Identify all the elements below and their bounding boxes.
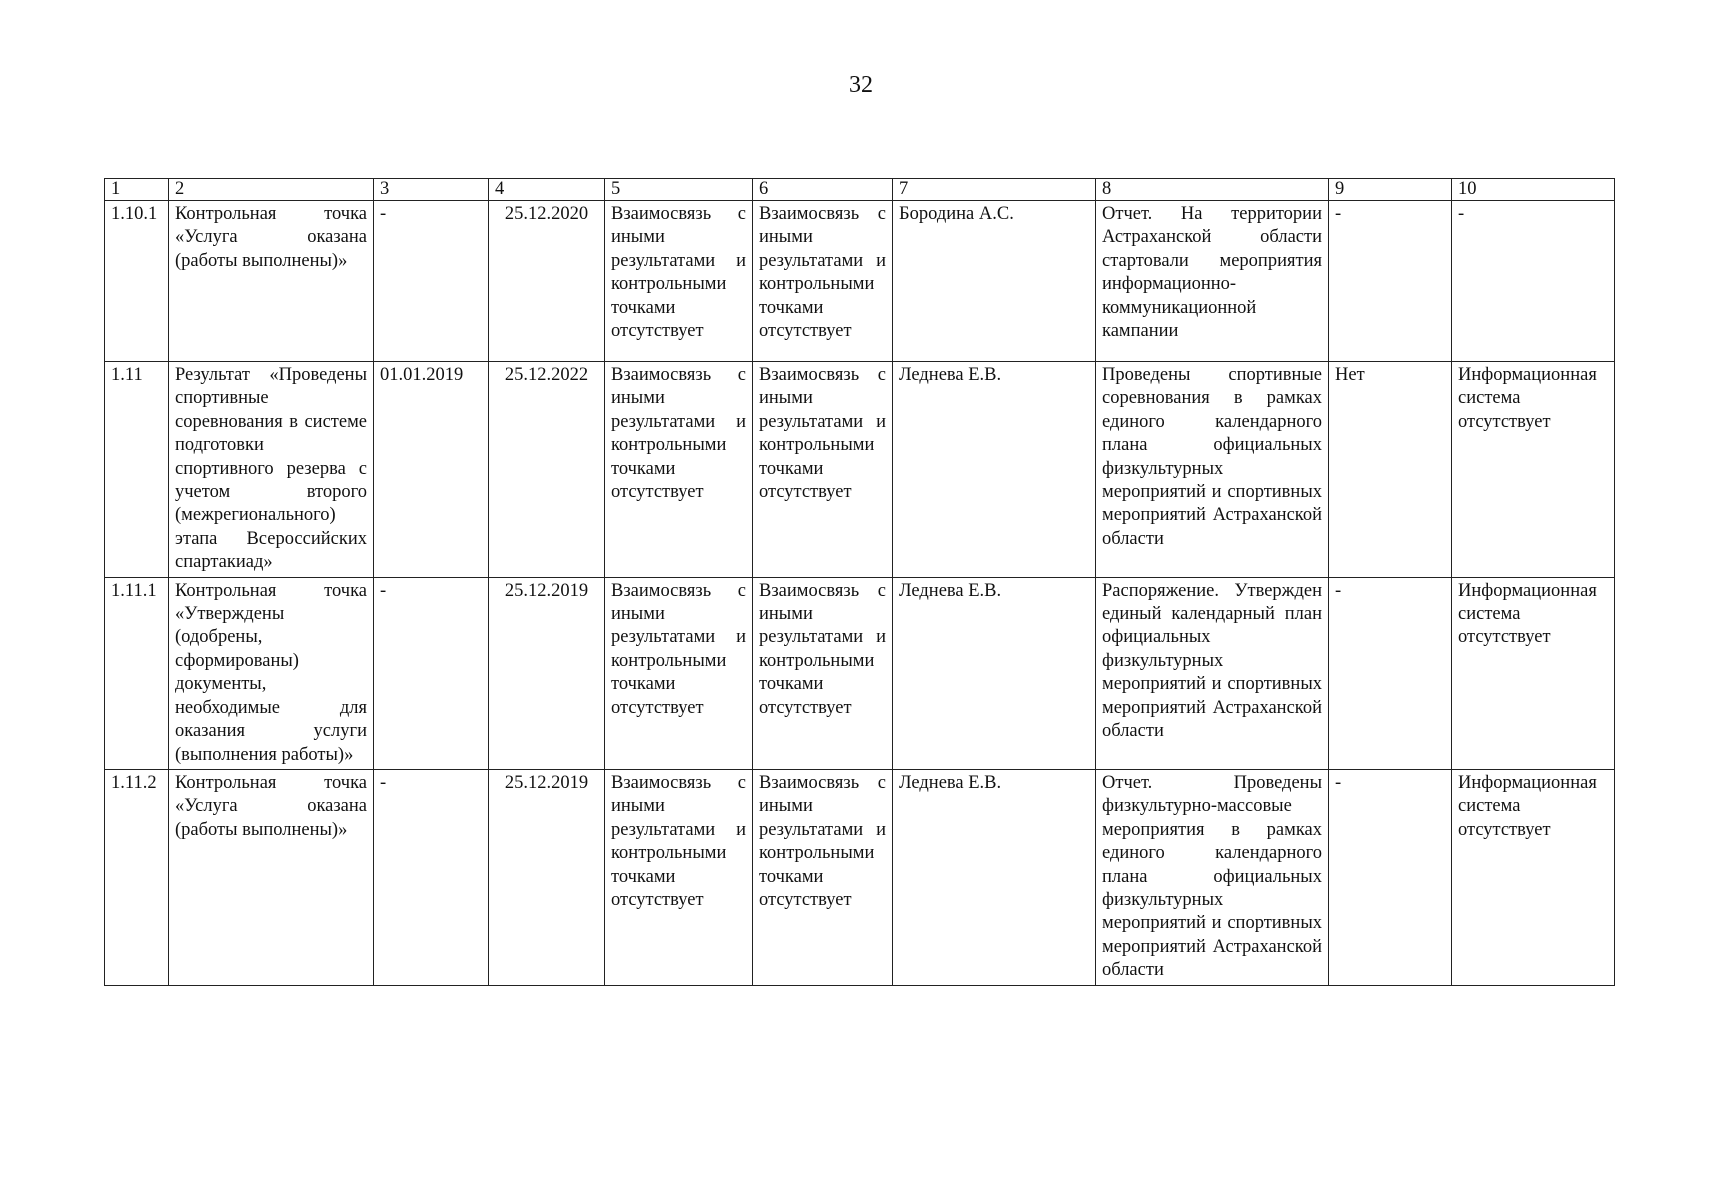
plan-table (104, 178, 1615, 986)
row-number: 1.11 (105, 362, 169, 578)
relation-cell: Взаимосвязь с иными результатами и контрольными точками отсутствует (605, 362, 753, 578)
relation-cell: Взаимосвязь с иными результатами и контрольными точками отсутствует (753, 769, 893, 985)
column-header: 2 (169, 179, 374, 201)
item-name: Результат «Проведены спортивные соревнования в системе подготовки спортивного резерва с учетом второго (межрегионального) этапа Всероссийских спартакиад» (169, 362, 374, 578)
cell-9: - (1329, 201, 1452, 362)
relation-cell: Взаимосвязь с иными результатами и контрольными точками отсутствует (753, 201, 893, 362)
result-description: Отчет. На территории Астраханской области стартовали мероприятия информационно-коммуникационной кампании (1096, 201, 1329, 362)
table-row (105, 201, 1615, 362)
column-header: 9 (1329, 179, 1452, 201)
start-date: - (374, 769, 489, 985)
header-row (105, 179, 1615, 201)
relation-cell: Взаимосвязь с иными результатами и контрольными точками отсутствует (605, 769, 753, 985)
relation-cell: Взаимосвязь с иными результатами и контрольными точками отсутствует (753, 362, 893, 578)
cell-9: Нет (1329, 362, 1452, 578)
start-date: 01.01.2019 (374, 362, 489, 578)
info-system: Информационная система отсутствует (1452, 362, 1615, 578)
result-description: Проведены спортивные соревнования в рамках единого календарного плана официальных физкультурных мероприятий и спортивных мероприятий Астраханской области (1096, 362, 1329, 578)
column-header: 7 (893, 179, 1096, 201)
column-header: 1 (105, 179, 169, 201)
item-name: Контрольная точка «Утверждены (одобрены, сформированы) документы, необходимые для оказания услуги (выполнения работы)» (169, 577, 374, 769)
column-header: 3 (374, 179, 489, 201)
row-number: 1.11.2 (105, 769, 169, 985)
responsible-person: Леднева Е.В. (893, 362, 1096, 578)
column-header: 10 (1452, 179, 1615, 201)
responsible-person: Леднева Е.В. (893, 577, 1096, 769)
relation-cell: Взаимосвязь с иными результатами и контрольными точками отсутствует (605, 201, 753, 362)
item-name: Контрольная точка «Услуга оказана (работы выполнены)» (169, 769, 374, 985)
info-system: Информационная система отсутствует (1452, 769, 1615, 985)
end-date: 25.12.2019 (489, 577, 605, 769)
row-number: 1.10.1 (105, 201, 169, 362)
page-number: 32 (849, 72, 873, 98)
column-header: 6 (753, 179, 893, 201)
start-date: - (374, 201, 489, 362)
table-row (105, 769, 1615, 985)
end-date: 25.12.2022 (489, 362, 605, 578)
table-row (105, 362, 1615, 578)
result-description: Распоряжение. Утвержден единый календарный план официальных физкультурных мероприятий и спортивных мероприятий Астраханской области (1096, 577, 1329, 769)
relation-cell: Взаимосвязь с иными результатами и контрольными точками отсутствует (753, 577, 893, 769)
result-description: Отчет. Проведены физкультурно-массовые мероприятия в рамках единого календарного плана официальных физкультурных мероприятий и спортивных мероприятий Астраханской области (1096, 769, 1329, 985)
column-header: 4 (489, 179, 605, 201)
cell-9: - (1329, 577, 1452, 769)
column-header: 8 (1096, 179, 1329, 201)
end-date: 25.12.2020 (489, 201, 605, 362)
responsible-person: Леднева Е.В. (893, 769, 1096, 985)
info-system: - (1452, 201, 1615, 362)
row-number: 1.11.1 (105, 577, 169, 769)
column-header: 5 (605, 179, 753, 201)
relation-cell: Взаимосвязь с иными результатами и контрольными точками отсутствует (605, 577, 753, 769)
item-name: Контрольная точка «Услуга оказана (работы выполнены)» (169, 201, 374, 362)
responsible-person: Бородина А.С. (893, 201, 1096, 362)
table-row (105, 577, 1615, 769)
end-date: 25.12.2019 (489, 769, 605, 985)
start-date: - (374, 577, 489, 769)
cell-9: - (1329, 769, 1452, 985)
info-system: Информационная система отсутствует (1452, 577, 1615, 769)
